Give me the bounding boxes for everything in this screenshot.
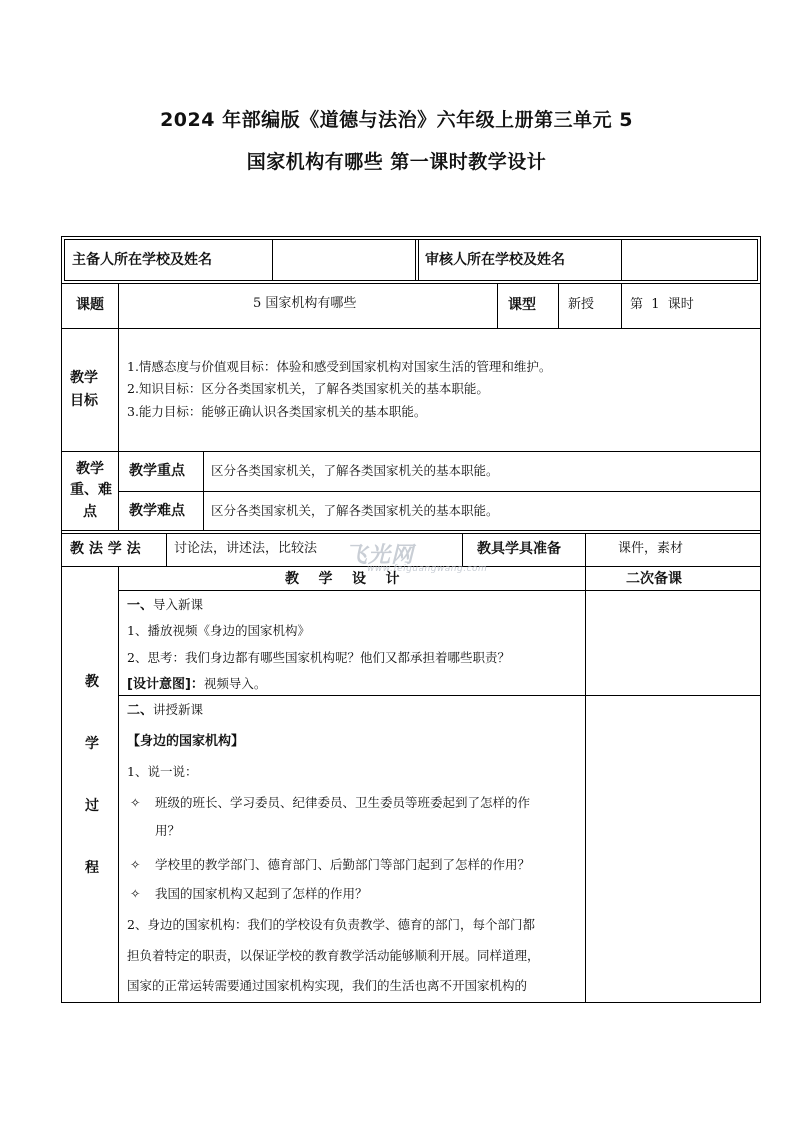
diamond-bullet-icon: ✧: [130, 857, 141, 872]
process-side-char: 程: [85, 860, 99, 876]
question-line: 我国的国家机构又起到了怎样的作用？: [155, 886, 368, 901]
row-line: [61, 328, 761, 329]
question-line: 用？: [155, 823, 181, 838]
second-prep-header: 二次备课: [626, 571, 682, 587]
section-title: 导入新课: [153, 597, 204, 612]
section-heading: [127, 597, 203, 614]
watermark-logo: [345, 538, 488, 574]
row-line: [61, 283, 761, 284]
design-intent: [127, 676, 266, 693]
difficulty-label: 教学难点: [129, 503, 185, 519]
design-header: 教 学 设 计: [285, 571, 400, 587]
row-line: [118, 491, 761, 492]
keypoints-label-3: 点: [83, 504, 97, 520]
row-line: [118, 590, 761, 591]
divider: [462, 533, 463, 566]
process-side-char: 教: [85, 674, 99, 690]
divider: [418, 239, 419, 281]
focus-value: 区分各类国家机关，了解各类国家机关的基本职能。: [211, 463, 499, 478]
divider: [166, 533, 167, 566]
tools-label: 教具学具准备: [477, 541, 561, 557]
section-number: 一、: [127, 598, 154, 613]
divider: [621, 239, 622, 281]
process-side-char: 学: [85, 736, 99, 752]
content-line: 1、播放视频《身边的国家机构》: [127, 623, 310, 638]
divider: [558, 283, 559, 328]
difficulty-value: 区分各类国家机关，了解各类国家机关的基本职能。: [211, 503, 499, 518]
divider: [118, 283, 119, 530]
design-intent-text: 视频导入。: [203, 676, 267, 691]
keypoints-label-1: 教学: [76, 461, 104, 477]
section-heading: [127, 702, 203, 719]
question-line: 学校里的教学部门、德育部门、后勤部门等部门起到了怎样的作用？: [155, 857, 531, 872]
divider: [585, 566, 586, 1003]
document-title-line2: 国家机构有哪些 第一课时教学设计: [246, 151, 547, 173]
divider: [497, 283, 498, 328]
goal-item: 1.情感态度与价值观目标：体验和感受到国家机构对国家生活的管理和维护。: [127, 359, 552, 374]
diamond-bullet-icon: ✧: [130, 795, 141, 810]
process-side-char: 过: [85, 798, 99, 814]
divider: [272, 239, 273, 281]
keypoints-label-2: 重、难: [70, 482, 112, 498]
tools-value: 课件，素材: [618, 541, 684, 556]
preparer-label: 主备人所在学校及姓名: [72, 252, 212, 268]
content-line: 1、说一说：: [127, 764, 198, 779]
content-line: 担负着特定的职责，以保证学校的教育教学活动能够顺利开展。同样道理，: [127, 948, 540, 963]
lesson-type-value: 新授: [568, 297, 595, 312]
document-title-line1: 2024 年部编版《道德与法治》六年级上册第三单元 5: [160, 109, 633, 131]
divider: [118, 566, 119, 1003]
divider: [621, 283, 622, 328]
goals-label-1: 教学: [70, 370, 98, 386]
section-title: 讲授新课: [153, 702, 204, 717]
diamond-bullet-icon: ✧: [130, 886, 141, 901]
watermark-url: www.feiguangwang.com: [367, 564, 488, 574]
reviewer-label: 审核人所在学校及姓名: [425, 252, 565, 268]
watermark-brand: 飞光网: [345, 543, 415, 568]
methods-label: 教 法 学 法: [70, 541, 141, 557]
focus-label: 教学重点: [129, 463, 185, 479]
lesson-period: 第 1 课时: [630, 297, 694, 312]
goal-item: 2.知识目标：区分各类国家机关，了解各类国家机关的基本职能。: [127, 381, 489, 396]
methods-value: 讨论法，讲述法，比较法: [174, 541, 318, 556]
row-line: [61, 451, 761, 452]
topic-label: 课题: [76, 297, 104, 313]
section-number: 二、: [127, 703, 154, 718]
sub-heading: 【身边的国家机构】: [127, 734, 245, 749]
content-line: 2、思考：我们身边都有哪些国家机构呢？他们又都承担着哪些职责？: [127, 650, 510, 665]
lesson-type-label: 课型: [508, 297, 536, 313]
divider: [585, 533, 586, 566]
question-line: 班级的班长、学习委员、纪律委员、卫生委员等班委起到了怎样的作: [155, 795, 531, 810]
goals-label-2: 目标: [70, 393, 98, 409]
divider: [415, 239, 416, 281]
topic-value: 5 国家机构有哪些: [253, 296, 357, 311]
content-line: 国家的正常运转需要通过国家机构实现，我们的生活也离不开国家机构的: [127, 978, 528, 993]
goal-item: 3.能力目标：能够正确认识各类国家机关的基本职能。: [127, 404, 427, 419]
content-line: 2、身边的国家机构：我们的学校设有负责教学、德育的部门，每个部门都: [127, 917, 535, 932]
row-line: [61, 530, 761, 531]
row-line: [118, 695, 761, 696]
design-intent-label: [设计意图]：: [127, 677, 204, 692]
divider: [203, 451, 204, 530]
